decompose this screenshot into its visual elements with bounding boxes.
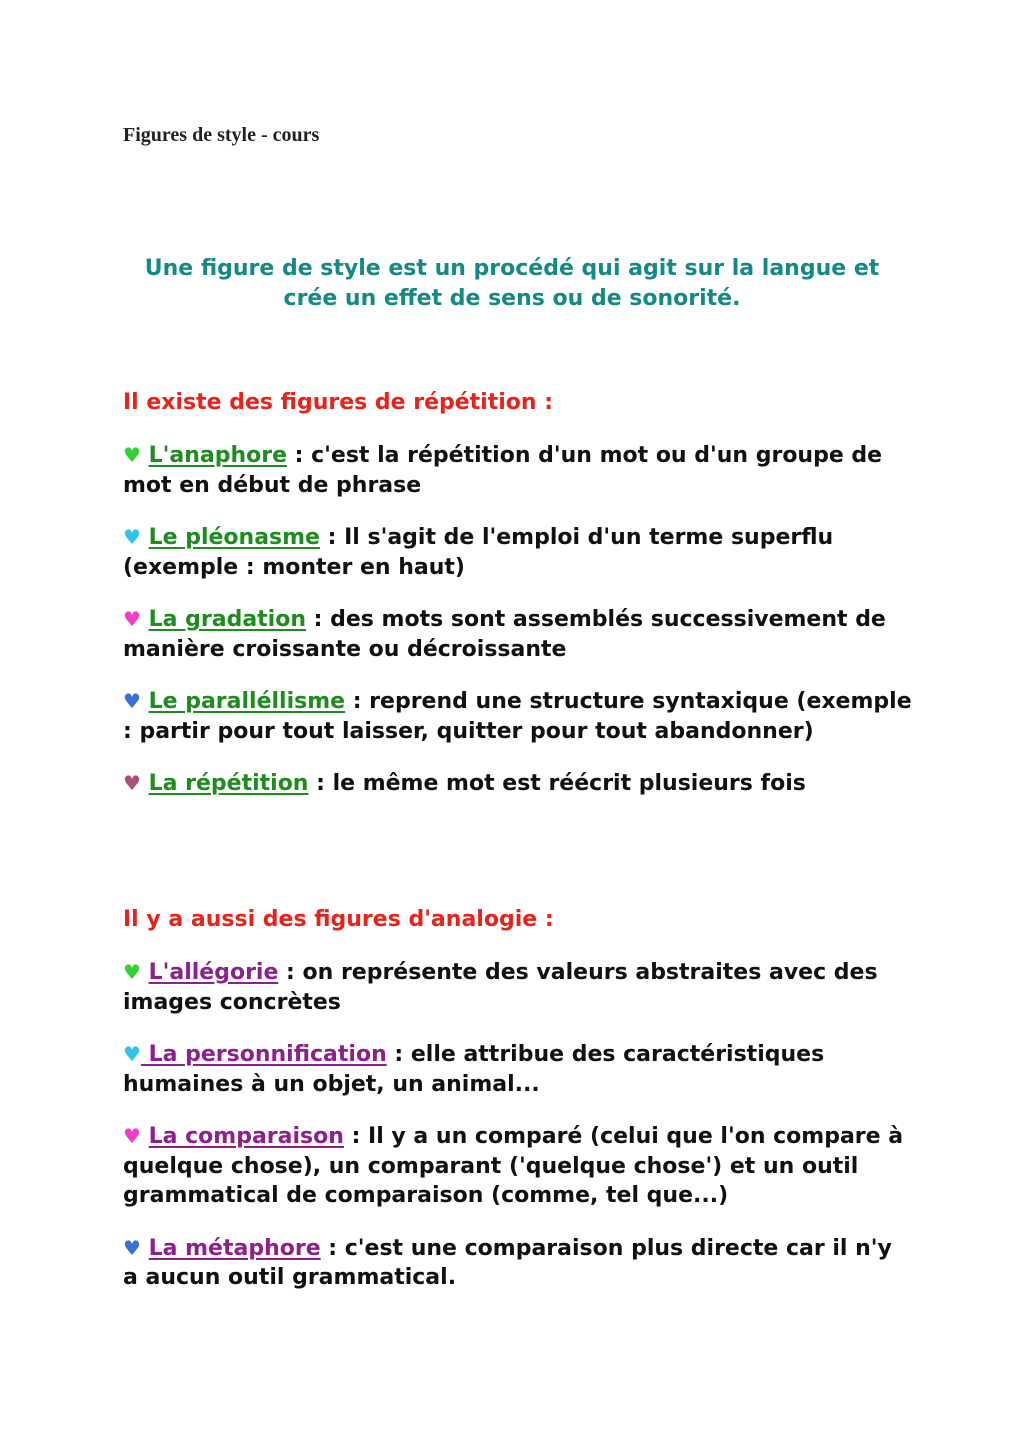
term-link-metaphore[interactable]: La métaphore — [148, 1235, 321, 1261]
term-link-personnification[interactable]: La personnification — [140, 1042, 387, 1067]
term-link-allegorie[interactable]: L'allégorie — [148, 960, 279, 985]
term-definition: : reprend une structure syntaxique (exemple : partir pour tout laisser, quitter pour tout abandonner) — [123, 689, 912, 744]
heart-icon: ♥ — [123, 960, 141, 984]
term-link-gradation[interactable]: La gradation — [148, 607, 307, 632]
section-analogie — [123, 905, 913, 1316]
heart-icon: ♥ — [123, 771, 141, 795]
heart-icon: ♥ — [123, 1042, 141, 1066]
heart-icon: ♥ — [123, 1235, 141, 1260]
list-item — [123, 441, 913, 500]
page-title: Figures de style - cours — [123, 124, 320, 146]
list-item — [123, 1234, 913, 1293]
heart-icon: ♥ — [123, 525, 141, 549]
heart-icon: ♥ — [123, 443, 141, 467]
term-definition: : elle attribue des caractéristiques humaines à un objet, un animal... — [123, 1042, 825, 1097]
term-link-pleonasme[interactable]: Le pléonasme — [148, 525, 320, 550]
heart-icon: ♥ — [123, 607, 141, 631]
term-definition: : Il s'agit de l'emploi d'un terme superflu (exemple : monter en haut) — [123, 525, 834, 580]
section-heading: Il existe des figures de répétition : — [123, 390, 554, 415]
term-definition: : Il y a un comparé (celui que l'on compare à quelque chose), un comparant ('quelque chose') et un outil grammatical de comparaison (comme, tel que...) — [123, 1124, 904, 1208]
list-item — [123, 769, 913, 799]
term-definition: : le même mot est réécrit plusieurs fois — [308, 771, 806, 796]
term-link-repetition[interactable]: La répétition — [148, 771, 309, 796]
heart-icon: ♥ — [123, 1124, 141, 1148]
term-link-anaphore[interactable]: L'anaphore — [148, 443, 288, 468]
list-item — [123, 523, 913, 582]
term-definition: : c'est une comparaison plus directe car il n'y a aucun outil grammatical. — [123, 1235, 892, 1290]
section-repetition — [123, 388, 913, 822]
list-item — [123, 687, 913, 746]
term-link-parallelisme[interactable]: Le paralléllisme — [148, 689, 346, 714]
term-definition: : des mots sont assemblés successivement de manière croissante ou décroissante — [123, 607, 886, 662]
list-item — [123, 1040, 913, 1099]
term-definition: : c'est la répétition d'un mot ou d'un groupe de mot en début de phrase — [123, 443, 883, 498]
term-definition: : on représente des valeurs abstraites avec des images concrètes — [123, 960, 878, 1015]
section-heading: Il y a aussi des figures d'analogie : — [123, 907, 554, 932]
list-item — [123, 1122, 913, 1211]
heart-icon: ♥ — [123, 689, 141, 713]
term-link-comparaison[interactable]: La comparaison — [148, 1124, 344, 1149]
list-item — [123, 605, 913, 664]
list-item — [123, 958, 913, 1017]
intro-definition: Une figure de style est un procédé qui agit sur la langue et crée un effet de sens ou de sonorité. — [144, 256, 880, 311]
